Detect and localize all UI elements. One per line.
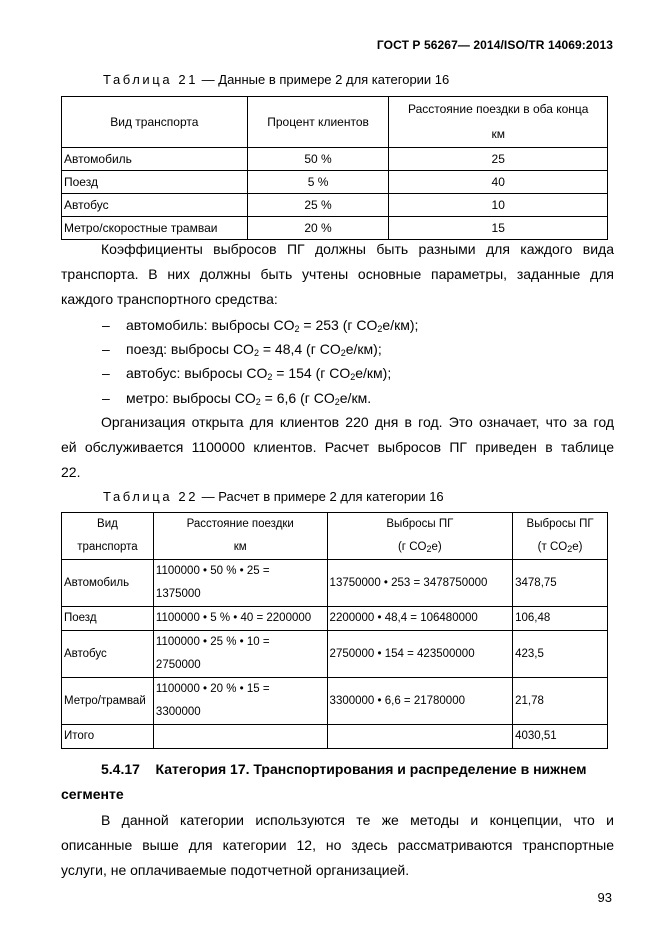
subscript: 2 (567, 544, 573, 554)
table-cell: 25 % (247, 194, 389, 217)
table-22-label: Таблица 22 (103, 489, 199, 504)
list-text: = 6,6 (г CO (260, 390, 335, 406)
list-dash: – (102, 317, 110, 333)
paragraph-line: Организация открыта для клиентов 220 дня в год. Это означает, что за год (101, 414, 614, 430)
paragraph-line: описанные выше для категории 12, но здесь рассматриваются транспортные (61, 837, 614, 853)
section-title: Категория 17. Транспортирования и распределение в нижнем (155, 761, 587, 777)
header-cell-line: Выбросы ПГ (526, 518, 594, 530)
header-cell (62, 513, 154, 560)
table-row (62, 194, 608, 217)
table-cell: Поезд (62, 607, 154, 631)
list-item (102, 365, 391, 381)
list-text: поезд: выбросы CO (126, 341, 254, 357)
table-cell (327, 725, 513, 749)
cell-line: 1100000 • 25 % • 10 = (155, 636, 270, 648)
list-text: = 154 (г CO (272, 365, 351, 381)
header-cell-line: км (491, 127, 505, 141)
paragraph-organization (61, 410, 614, 485)
list-text: е/км); (382, 317, 419, 333)
list-text: = 48,4 (г CO (258, 341, 341, 357)
table-cell: 40 (389, 171, 608, 194)
table-header-row (62, 513, 608, 560)
table-cell: 2750000 • 154 = 423500000 (327, 631, 513, 678)
table-cell: 3478,75 (513, 560, 608, 607)
table-header-row (62, 97, 608, 148)
list-text: = 253 (г CO (299, 317, 378, 333)
table-row (62, 725, 608, 749)
subscript: 2 (426, 544, 432, 554)
cell-line: 1100000 • 50 % • 25 = (155, 565, 270, 577)
header-cell-line: (г $CO_2е$) (397, 541, 442, 554)
list-text: е/км. (339, 390, 372, 406)
table-22 (61, 512, 608, 749)
paragraph-line: Коэффициенты выбросов ПГ должны быть разными для каждого вида (101, 241, 614, 257)
header-cell-line: Расстояние поездки в оба конца (407, 102, 589, 116)
table-cell: 3300000 • 6,6 = 21780000 (327, 678, 513, 725)
header-cell (513, 513, 608, 560)
header-cell-line: Выбросы ПГ (386, 518, 454, 530)
paragraph-line: В данной категории используются те же методы и концепции, что и (101, 812, 614, 828)
table-21-caption (103, 72, 449, 87)
header-cell (389, 97, 608, 148)
table-cell (153, 560, 327, 607)
paragraph-line: 22. (61, 464, 81, 480)
list-item (102, 341, 382, 357)
table-21-label: Таблица 21 (103, 72, 199, 87)
document-header: ГОСТ Р 56267— 2014/ISO/TR 14069:2013 (376, 38, 613, 52)
table-cell (153, 725, 327, 749)
list-item (102, 317, 418, 333)
subscript: 2 (255, 397, 261, 407)
header-cell-line: (т $CO_2е$) (537, 541, 583, 554)
table-cell: Автобус (62, 631, 154, 678)
table-21-title: — Данные в примере 2 для категории 16 (198, 72, 450, 87)
list-text: автомобиль: выбросы CO (126, 317, 295, 333)
table-cell: Автобус (62, 194, 248, 217)
header-cell (153, 513, 327, 560)
paragraph-line: ей обслуживается 1100000 клиентов. Расчет выбросов ПГ приведен в таблице (61, 439, 614, 455)
header-cell (327, 513, 513, 560)
header-cell: Процент клиентов (247, 97, 389, 148)
paragraph-category-17 (61, 808, 614, 883)
table-cell: Итого (62, 725, 154, 749)
page-number: 93 (597, 890, 612, 905)
list-dash: – (102, 390, 110, 406)
section-heading (101, 761, 587, 777)
table-cell: 1100000 • 5 % • 40 = 2200000 (153, 607, 327, 631)
table-cell (153, 631, 327, 678)
list-text: е/км); (355, 365, 392, 381)
subscript: 2 (294, 324, 300, 334)
table-21 (61, 96, 608, 240)
table-cell: 15 (389, 217, 608, 240)
table-22-caption (103, 489, 444, 504)
table-22-title: — Расчет в примере 2 для категории 16 (198, 489, 444, 504)
table-cell: 4030,51 (513, 725, 608, 749)
table-cell: Метро/трамвай (62, 678, 154, 725)
table-cell: 10 (389, 194, 608, 217)
table-cell: Поезд (62, 171, 248, 194)
list-text: метро: выбросы CO (126, 390, 256, 406)
table-cell: 21,78 (513, 678, 608, 725)
table-row (62, 148, 608, 171)
header-cell-line: транспорта (77, 541, 138, 553)
subscript: 2 (340, 348, 346, 358)
table-cell: Автомобиль (62, 560, 154, 607)
header-cell-line: Расстояние поездки (186, 518, 294, 530)
table-cell: 5 % (247, 171, 389, 194)
header-cell: Вид транспорта (62, 97, 248, 148)
table-cell: Автомобиль (62, 148, 248, 171)
table-row (62, 171, 608, 194)
table-cell (153, 678, 327, 725)
table-cell: 106,48 (513, 607, 608, 631)
subscript: 2 (350, 372, 356, 382)
section-number: 5.4.17 (101, 761, 140, 777)
header-cell-line: км (233, 541, 247, 553)
table-cell: 2200000 • 48,4 = 106480000 (327, 607, 513, 631)
cell-line: 1100000 • 20 % • 15 = (155, 683, 270, 695)
list-dash: – (102, 341, 110, 357)
list-text: автобус: выбросы CO (126, 365, 268, 381)
paragraph-emission-factors (61, 237, 614, 312)
table-row (62, 607, 608, 631)
section-heading-continued: сегменте (61, 786, 124, 802)
subscript: 2 (334, 397, 340, 407)
table-cell: Метро/скоростные трамваи (62, 217, 248, 240)
table-cell: 50 % (247, 148, 389, 171)
table-row (62, 560, 608, 607)
paragraph-line: каждого транспортного средства: (61, 291, 278, 307)
subscript: 2 (267, 372, 273, 382)
list-dash: – (102, 365, 110, 381)
table-cell: 20 % (247, 217, 389, 240)
subscript: 2 (253, 348, 259, 358)
paragraph-line: услуги, не оплачиваемые подотчетной организацией. (61, 862, 410, 878)
cell-line: 1375000 (155, 588, 201, 600)
table-cell: 423,5 (513, 631, 608, 678)
table-cell: 13750000 • 253 = 3478750000 (327, 560, 513, 607)
paragraph-line: транспорта. В них должны быть учтены основные параметры, заданные для (61, 266, 614, 282)
table-cell: 25 (389, 148, 608, 171)
cell-line: 2750000 (155, 659, 201, 671)
table-row (62, 631, 608, 678)
list-item (102, 390, 371, 406)
list-text: е/км); (345, 341, 382, 357)
subscript: 2 (377, 324, 383, 334)
cell-line: 3300000 (155, 706, 201, 718)
table-row (62, 678, 608, 725)
header-cell-line: Вид (97, 518, 118, 530)
